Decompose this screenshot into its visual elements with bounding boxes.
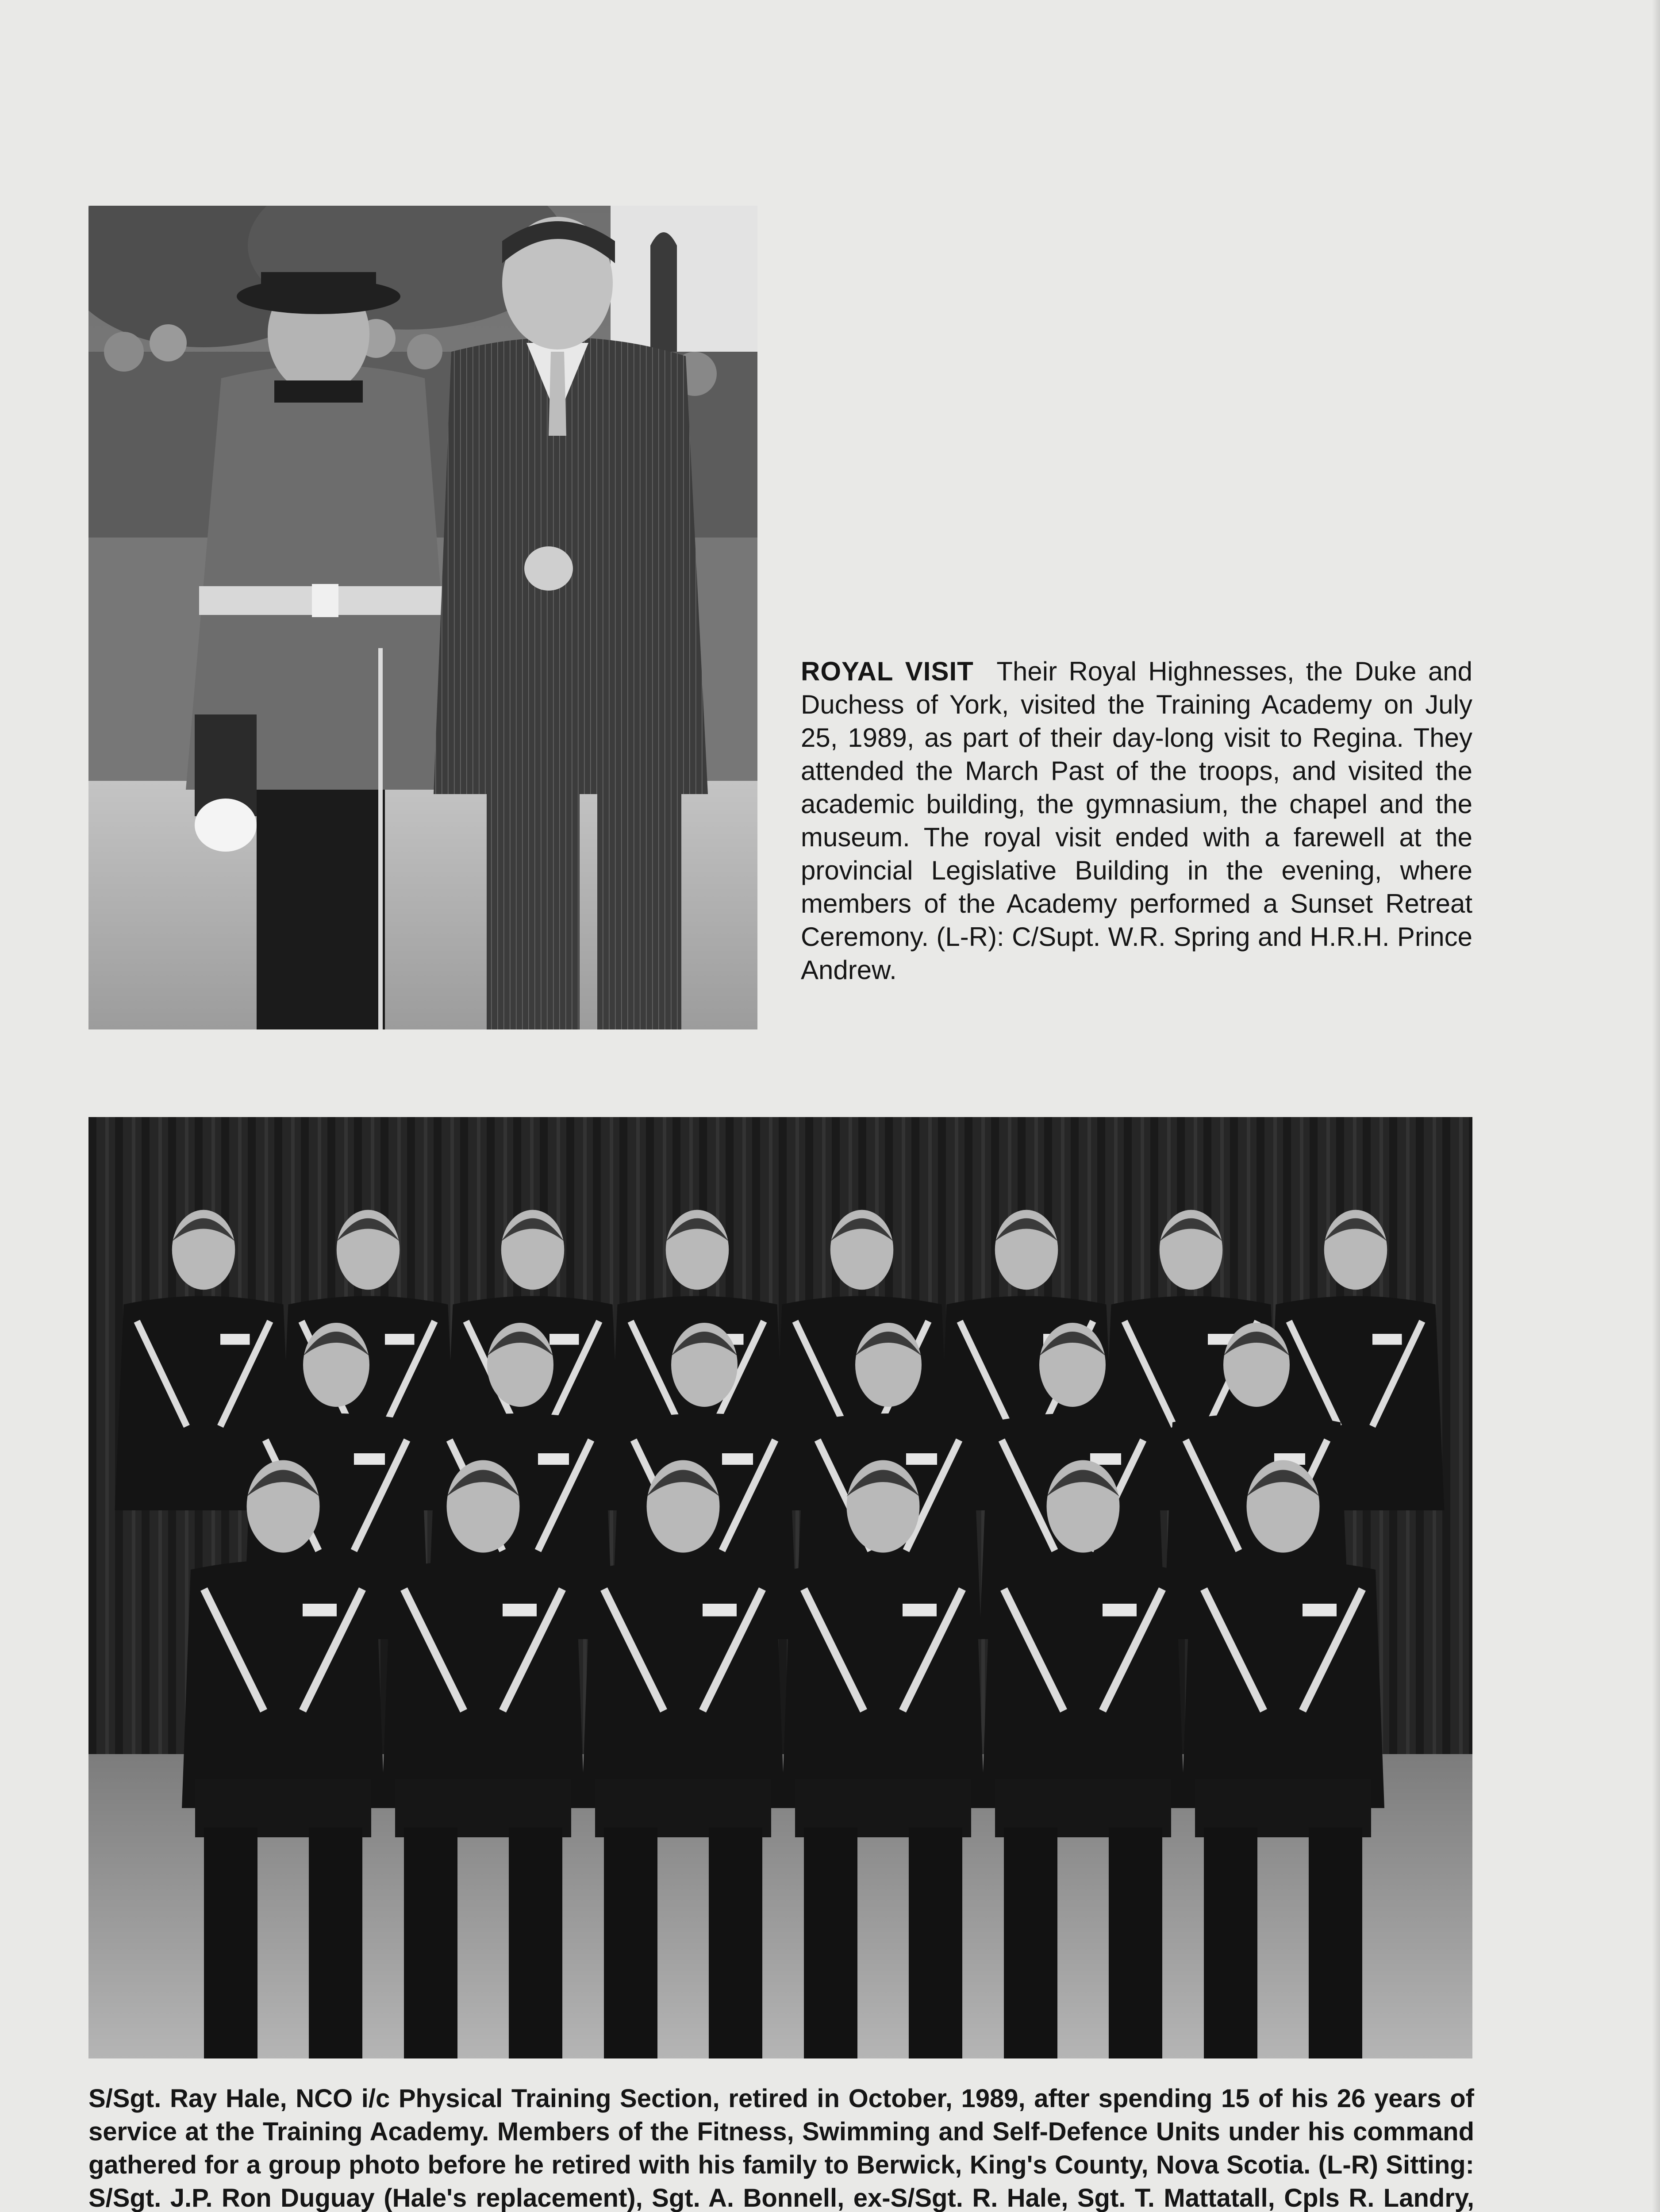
royal-visit-photo [88, 206, 757, 1029]
group-photo-caption: S/Sgt. Ray Hale, NCO i/c Physical Training Section, retired in October, 1989, after spending 15 of his 26 years of service at the Training Academy. Members of the Fitness, Swimming and Self-Defence Units under his command gathered for a group photo before he retired with his family to Berwick, King's County, Nova Scotia. (L-R) Sitting: S/Sgt. J.P. Ron Duguay (Hale's replacement), Sgt. A. Bonnell, ex-S/Sgt. R. Hale, Sgt. T. Mattatall, Cpls R. Landry, [88, 2084, 1474, 2212]
royal-visit-caption-text: Their Royal Highnesses, the Duke and Duchess of York, visited the Training Academy on July 25, 1989, as part of their day-long visit to Regina. They attended the March Past of the troops, and visited the academic building, the gymnasium, the chapel and the museum. The royal visit ended with a farewell at the provincial Legislative Building in the evening, where members of the Academy performed a Sunset Retreat Ceremony. (L-R): C/Supt. W.R. Spring and H.R.H. Prince Andrew. [801, 657, 1472, 985]
royal-visit-photo-illustration [88, 206, 757, 1029]
royal-visit-heading: ROYAL VISIT [801, 657, 974, 686]
group-photo-illustration [88, 1117, 1472, 2058]
physical-training-group-photo [88, 1117, 1472, 2058]
page-edge [1652, 0, 1660, 2212]
royal-visit-caption [801, 655, 1472, 987]
